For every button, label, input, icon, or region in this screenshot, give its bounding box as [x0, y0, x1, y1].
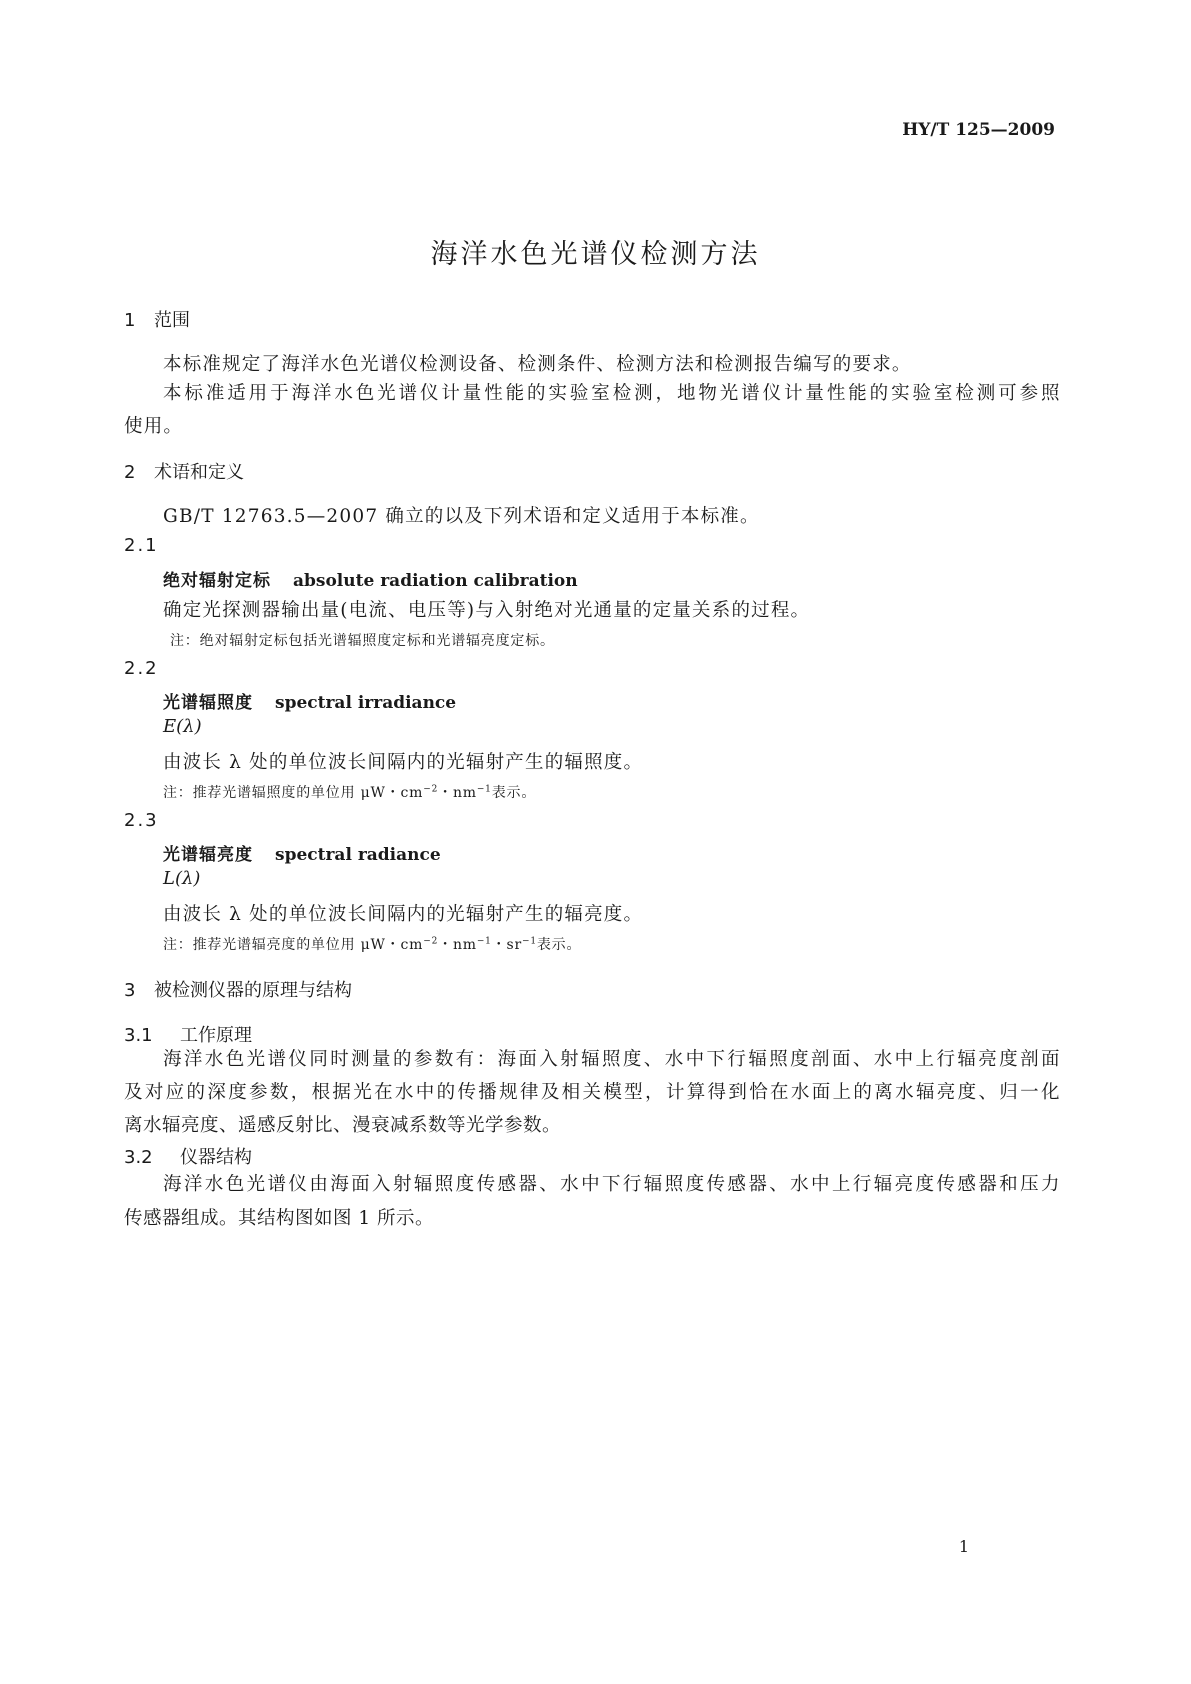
- note-superscript: −1: [522, 936, 537, 947]
- term-2-3-chinese: 光谱辐亮度: [163, 845, 253, 865]
- subsection-3-2-line-2: 传感器组成。其结构图如图 1 所示。: [124, 1208, 435, 1229]
- section-1-paragraph-2-line-1: 本标准适用于海洋水色光谱仪计量性能的实验室检测，地物光谱仪计量性能的实验室检测可参照: [163, 383, 1060, 404]
- page-number: 1: [958, 1537, 969, 1556]
- section-3-number: 3: [124, 980, 136, 1001]
- clause-2-2-number: 2.2: [124, 658, 159, 679]
- term-2-3-definition: 由波长 λ 处的单位波长间隔内的光辐射产生的辐亮度。: [163, 904, 644, 925]
- subsection-3-1-number: 3.1: [124, 1025, 153, 1046]
- section-3-title: 被检测仪器的原理与结构: [154, 980, 352, 1001]
- term-2-2-note: [163, 782, 536, 802]
- term-2-2: [163, 688, 456, 713]
- term-2-3-english: spectral radiance: [275, 845, 441, 865]
- clause-2-1-number: 2.1: [124, 535, 159, 556]
- note-text: 注：推荐光谱辐亮度的单位用 μW・cm: [163, 937, 424, 953]
- term-2-1-english: absolute radiation calibration: [293, 571, 578, 591]
- term-2-2-english: spectral irradiance: [275, 693, 457, 713]
- subsection-3-1-line-2: 及对应的深度参数，根据光在水中的传播规律及相关模型，计算得到恰在水面上的离水辐亮度、归一化: [124, 1082, 1060, 1103]
- term-2-1-definition: 确定光探测器输出量(电流、电压等)与入射绝对光通量的定量关系的过程。: [163, 600, 811, 621]
- subsection-3-2-number: 3.2: [124, 1147, 153, 1168]
- subsection-3-1-line-3: 离水辐亮度、遥感反射比、漫衰减系数等光学参数。: [124, 1115, 562, 1136]
- note-superscript: −1: [476, 936, 492, 947]
- section-1-paragraph-2-line-2: 使用。: [124, 416, 184, 437]
- note-text: 注：推荐光谱辐照度的单位用 μW・cm: [163, 785, 424, 801]
- section-1-heading: [124, 306, 190, 332]
- note-text: ・sr: [491, 937, 522, 953]
- note-text: ・nm: [438, 785, 477, 801]
- section-3-heading: [124, 976, 352, 1002]
- term-2-1-chinese: 绝对辐射定标: [163, 571, 271, 591]
- section-2-title: 术语和定义: [154, 462, 244, 483]
- subsection-3-2-title: 仪器结构: [180, 1147, 252, 1168]
- standard-number: HY/T 125—2009: [902, 120, 1055, 140]
- note-superscript: −2: [423, 784, 439, 795]
- term-2-3-symbol: L(λ): [163, 868, 201, 889]
- subsection-3-2-heading: [124, 1143, 252, 1169]
- term-2-2-definition: 由波长 λ 处的单位波长间隔内的光辐射产生的辐照度。: [163, 752, 644, 773]
- note-superscript: −2: [423, 936, 439, 947]
- subsection-3-2-line-1: 海洋水色光谱仪由海面入射辐照度传感器、水中下行辐照度传感器、水中上行辐亮度传感器和压力: [163, 1174, 1060, 1195]
- term-2-1: [163, 566, 578, 591]
- term-2-2-chinese: 光谱辐照度: [163, 693, 253, 713]
- section-1-number: 1: [124, 310, 136, 331]
- section-1-paragraph-1: 本标准规定了海洋水色光谱仪检测设备、检测条件、检测方法和检测报告编写的要求。: [163, 354, 912, 375]
- document-title: 海洋水色光谱仪检测方法: [430, 239, 761, 270]
- note-superscript: −1: [476, 784, 492, 795]
- section-1-title: 范围: [154, 310, 190, 331]
- note-text: 表示。: [491, 785, 537, 801]
- subsection-3-1-line-1: 海洋水色光谱仪同时测量的参数有：海面入射辐照度、水中下行辐照度剖面、水中上行辐亮度剖面: [163, 1049, 1060, 1070]
- section-2-heading: [124, 458, 244, 484]
- note-text: 表示。: [536, 937, 582, 953]
- subsection-3-1-title: 工作原理: [180, 1025, 252, 1046]
- term-2-3-note: [163, 934, 581, 954]
- term-2-1-note: 注：绝对辐射定标包括光谱辐照度定标和光谱辐亮度定标。: [170, 633, 555, 649]
- section-2-intro: GB/T 12763.5—2007 确立的以及下列术语和定义适用于本标准。: [163, 506, 760, 527]
- clause-2-3-number: 2.3: [124, 810, 159, 831]
- section-2-number: 2: [124, 462, 136, 483]
- note-text: ・nm: [438, 937, 477, 953]
- term-2-3: [163, 840, 441, 865]
- term-2-2-symbol: E(λ): [163, 716, 202, 737]
